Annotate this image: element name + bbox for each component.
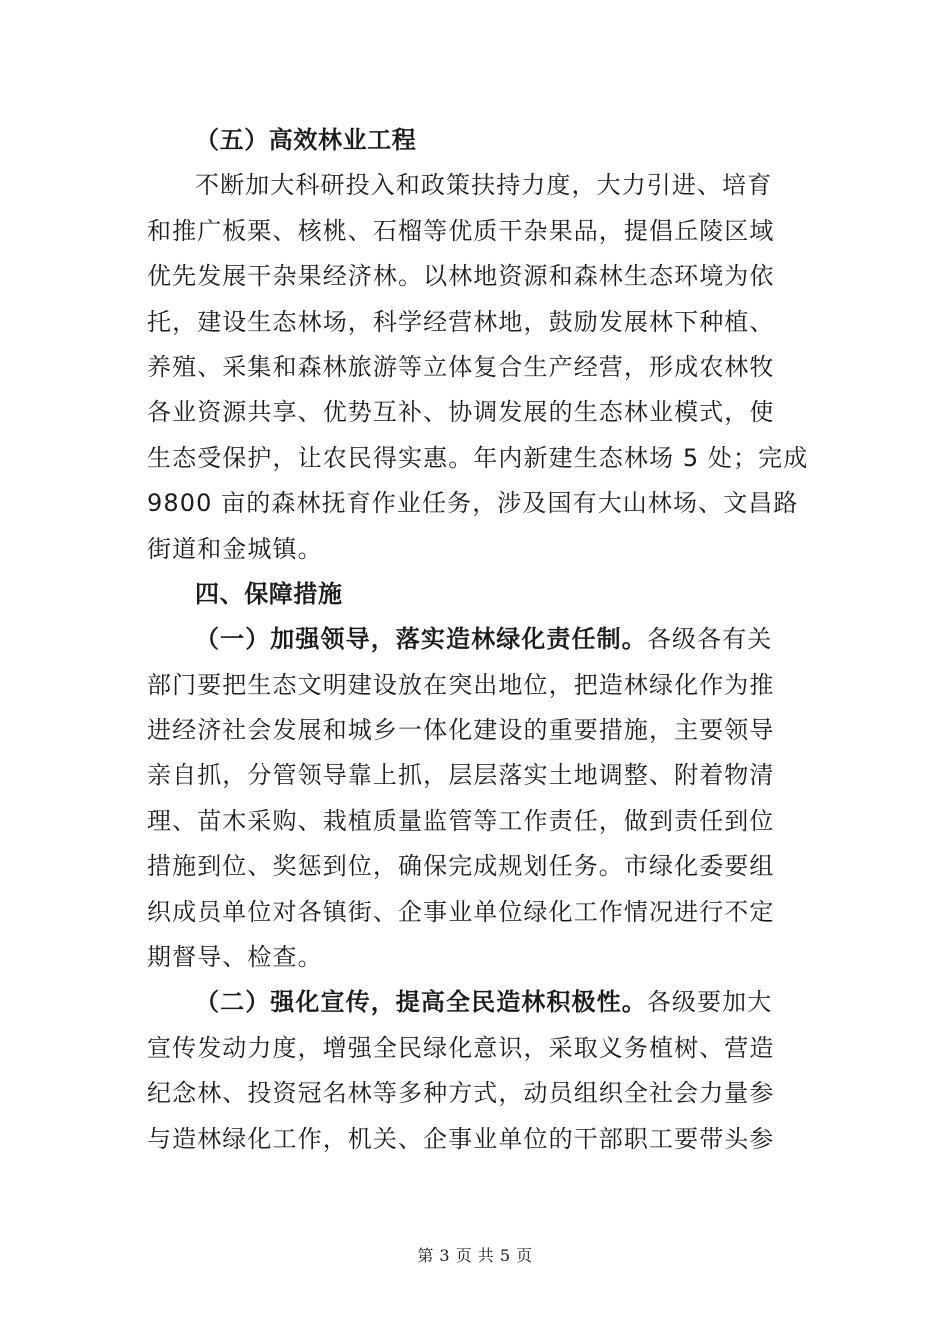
- section-heading-efficient-forestry: （五）高效林业工程: [195, 126, 417, 154]
- paragraph-line: 部门要把生态文明建设放在突出地位，把造林绿化作为推: [147, 670, 775, 699]
- paragraph-line: 期督导、检查。: [147, 943, 323, 972]
- paragraph-line: 纪念林、投资冠名林等多种方式，动员组织全社会力量参: [147, 1079, 775, 1108]
- paragraph-line: 托，建设生态林场，科学经营林地，鼓励发展林下种植、: [147, 307, 775, 336]
- page-number-footer: 第 3 页 共 5 页: [417, 1246, 533, 1265]
- item-title-leadership: （一）加强领导，落实造林绿化责任制。: [195, 625, 647, 654]
- paragraph-line: 优先发展干杂果经济林。以林地资源和森林生态环境为依: [147, 262, 775, 291]
- paragraph-line: 生态受保护，让农民得实惠。年内新建生态林场 5 处；完成: [147, 443, 809, 472]
- paragraph-line: 各业资源共享、优势互补、协调发展的生态林业模式，使: [147, 398, 775, 427]
- paragraph-line-with-bold-title: [147, 980, 807, 1025]
- paragraph-line: 进经济社会发展和城乡一体化建设的重要措施，主要领导: [147, 716, 775, 745]
- item-title-publicity: （二）强化宣传，提高全民造林积极性。: [195, 988, 647, 1017]
- paragraph-line: 不断加大科研投入和政策扶持力度，大力引进、培育: [195, 171, 773, 200]
- paragraph-line: 与造林绿化工作，机关、企事业单位的干部职工要带头参: [147, 1124, 775, 1153]
- paragraph-line: 理、苗木采购、栽植质量监管等工作责任，做到责任到位: [147, 806, 775, 835]
- paragraph-line: 织成员单位对各镇街、企事业单位绿化工作情况进行不定: [147, 897, 775, 926]
- item-text: 各级要加大: [646, 988, 773, 1017]
- paragraph-line: 措施到位、奖惩到位，确保完成规划任务。市绿化委要组: [147, 852, 775, 881]
- paragraph-line-with-bold-title: [147, 617, 807, 662]
- paragraph-line: 街道和金城镇。: [147, 534, 323, 563]
- document-body: [147, 118, 807, 1162]
- paragraph-line: 养殖、采集和森林旅游等立体复合生产经营，形成农林牧: [147, 352, 775, 381]
- paragraph-line: 和推广板栗、核桃、石榴等优质干杂果品，提倡丘陵区域: [147, 216, 775, 245]
- section-heading-safeguard-measures: 四、保障措施: [195, 579, 343, 608]
- paragraph-line: 亲自抓，分管领导靠上抓，层层落实土地调整、附着物清: [147, 761, 775, 790]
- item-text: 各级各有关: [646, 625, 773, 654]
- paragraph-line: 宣传发动力度，增强全民绿化意识，采取义务植树、营造: [147, 1033, 775, 1062]
- paragraph-line: 9800 亩的森林抚育作业任务，涉及国有大山林场、文昌路: [147, 489, 799, 518]
